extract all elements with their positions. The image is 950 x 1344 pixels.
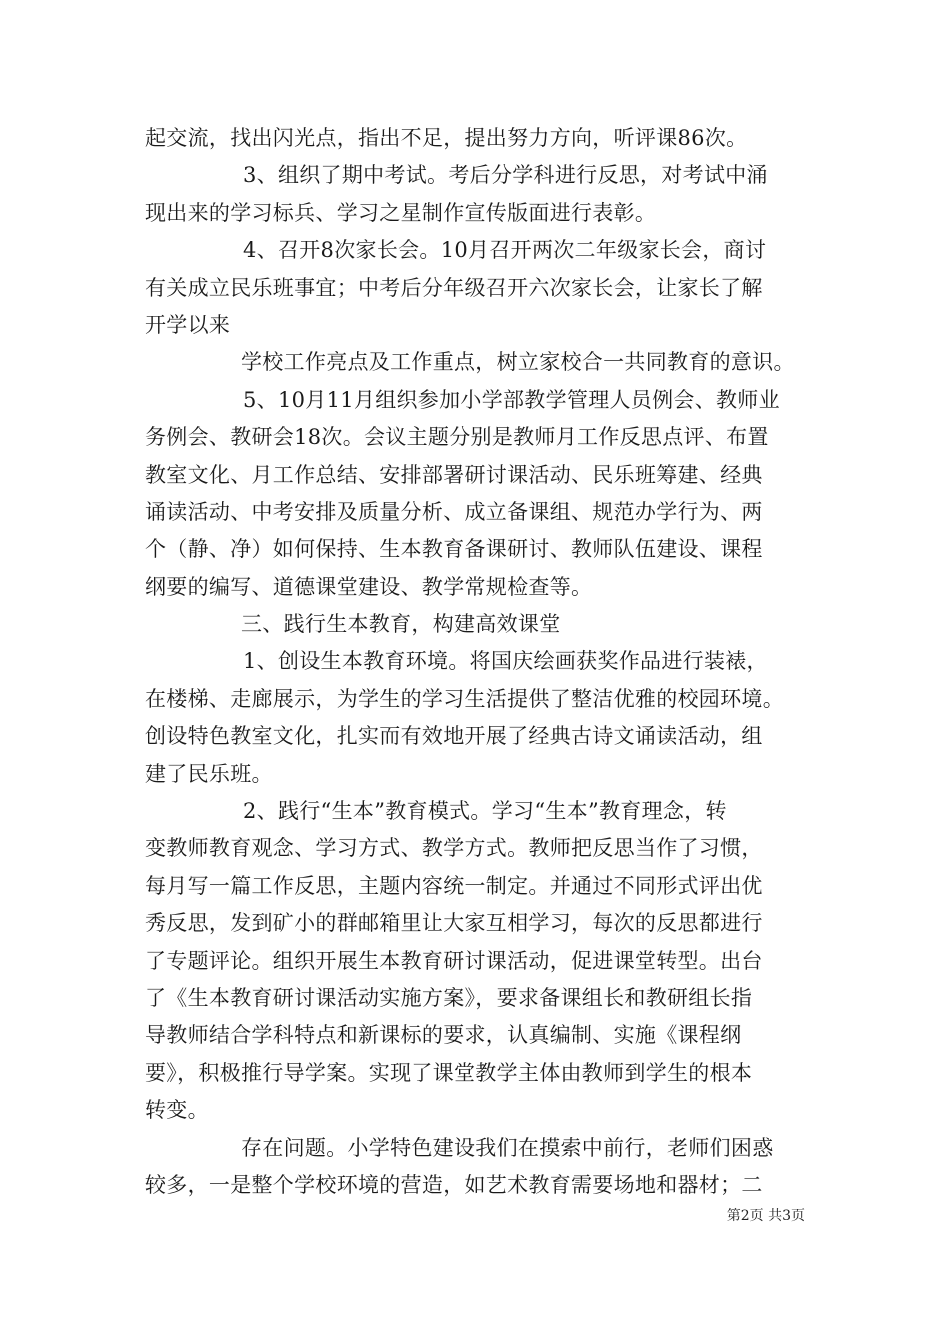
document-body: [145, 120, 813, 1204]
text-line: 诵读活动、中考安排及质量分析、成立备课组、规范办学行为、两: [145, 499, 763, 524]
text-line: 现出来的学习标兵、学习之星制作宣传版面进行表彰。: [145, 200, 657, 225]
text-line: 了《生本教育研讨课活动实施方案》，要求备课组长和教研组长指: [145, 985, 753, 1010]
text-line: 个（静、净）如何保持、生本教育备课研讨、教师队伍建设、课程: [145, 537, 763, 562]
text-line: 开学以来: [145, 312, 231, 337]
text-line: 起交流，找出闪光点，指出不足，提出努力方向，听评课86次。: [145, 126, 748, 150]
text-line: 秀反思，发到矿小的群邮箱里让大家互相学习，每次的反思都进行: [145, 911, 763, 936]
text-line: 转变。: [145, 1098, 209, 1123]
text-line: 有关成立民乐班事宜；中考后分年级召开六次家长会，让家长了解: [145, 275, 763, 300]
text-line: 每月写一篇工作反思，主题内容统一制定。并通过不同形式评出优: [145, 873, 763, 898]
text-line: 在楼梯、走廊展示，为学生的学习生活提供了整洁优雅的校园环境。: [145, 686, 784, 711]
text-line: 了专题评论。组织开展生本教育研讨课活动，促进课堂转型。出台: [145, 948, 763, 973]
page-number: 第2页 共3页: [726, 1208, 805, 1224]
text-line: 2、践行“生本”教育模式。学习“生本”教育理念，转: [243, 799, 727, 824]
text-line: 变教师教育观念、学习方式、教学方式。教师把反思当作了习惯，: [145, 836, 763, 861]
section-heading: 三、践行生本教育，构建高效课堂: [241, 612, 561, 637]
text-line: 创设特色教室文化，扎实而有效地开展了经典古诗文诵读活动，组: [145, 724, 763, 749]
text-line: 教室文化、月工作总结、安排部署研讨课活动、民乐班筹建、经典: [145, 462, 763, 487]
text-line: 要》，积极推行导学案。实现了课堂教学主体由教师到学生的根本: [145, 1060, 753, 1085]
text-line: 学校工作亮点及工作重点，树立家校合一共同教育的意识。: [241, 350, 795, 375]
text-line: 5、10月11月组织参加小学部教学管理人员例会、教师业: [243, 387, 780, 412]
text-line: 务例会、教研会18次。会议主题分别是教师月工作反思点评、布置: [145, 425, 769, 450]
text-line: 导教师结合学科特点和新课标的要求，认真编制、实施《课程纲: [145, 1023, 742, 1048]
text-line: 建了民乐班。: [145, 761, 273, 786]
text-line: 纲要的编写、道德课堂建设、教学常规检查等。: [145, 574, 593, 599]
text-line: 较多，一是整个学校环境的营造，如艺术教育需要场地和器材；二: [145, 1172, 763, 1197]
text-line: 1、创设生本教育环境。将国庆绘画获奖作品进行装裱，: [243, 649, 768, 674]
text-line: 4、召开8次家长会。10月召开两次二年级家长会，商讨: [243, 238, 767, 263]
text-line: 3、组织了期中考试。考后分学科进行反思，对考试中涌: [243, 163, 768, 188]
text-line: 存在问题。小学特色建设我们在摸索中前行，老师们困惑: [241, 1135, 774, 1160]
